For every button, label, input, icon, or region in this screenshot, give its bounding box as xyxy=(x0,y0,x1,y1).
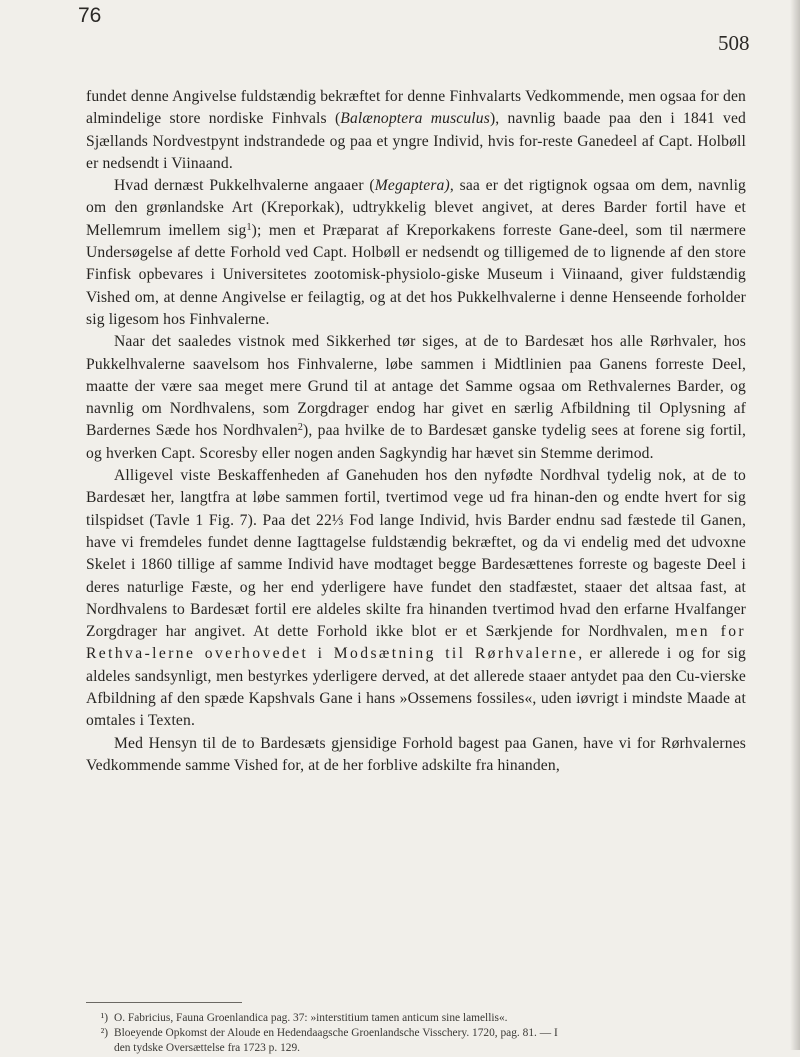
footnote-ref-2[interactable]: 2 xyxy=(297,422,304,434)
p4-spaced-emphasis: men for Rethva-lerne overhovedet i Modsætning til Rørhvalerne xyxy=(86,623,746,663)
p5-text-a: Med Hensyn til de to Bardesæts gjensidige Forhold bagest paa Ganen, have vi for Rørhvalernes Vedkommende samme Vished for, at de her forblive adskilte fra hinanden, xyxy=(86,734,746,774)
p2-text-a: Hvad dernæst Pukkelhvalerne angaaer ( xyxy=(114,177,375,195)
p2-text-c: , saa er det rigtignok ogsaa om dem, navnlig om den grønlandske Art (Kreporkak), udtrykkelig blevet angivet, at deres Barder fortil have et Mellemrum imellem sig xyxy=(86,177,747,239)
paragraph-1 xyxy=(86,86,746,175)
p4-text-a: Alligevel viste Beskaffenheden af Ganehuden hos den nyfødte Nordhval tydelig nok, at de to Bardesæt her, langtfra at løbe sammen fortil, tvertimod vege ud fra hinan-den og endte hvert for sig tilspidset (Tavle 1 Fig. 7). Paa det 22⅓ Fod lange Individ, hvis Barder endnu sad fæstede til Ganen, have vi fremdeles fundet denne Iagttagelse fuldstændig bekræftet, og da vi endelig med det udvoxne Skelet i 1860 tillige af samme Individ have modtaget begge Bardesættenes forreste og bageste Deel i deres naturlige Fæste, og her end yderligere have fundet den stadfæstet, staaer det altsaa fast, at Nordhvalens to Bardesæt fortil ere aldeles skilte fra hinanden tvertimod hvad den erfarne Hvalfanger Zorgdrager har angivet. At dette Forhold ikke blot er et Særkjende for Nordhvalen, xyxy=(86,467,746,641)
footnote-1-mark: ¹) xyxy=(100,1012,108,1024)
paragraph-5 xyxy=(86,733,746,778)
p2-genus-name: Megaptera) xyxy=(374,177,450,195)
page-number: 508 xyxy=(718,31,750,55)
p4-text-c: , er allerede i og for sig aldeles sandsynligt, men bestyrkes yderligere derved, at det allerede staaer antydet paa den Cu-vierske Afbildning af den spæde Kapshvals Gane i hans »Ossemens fossiles«, uden iøvrigt i mindste Maade at omtales i Texten. xyxy=(86,645,746,730)
body-text xyxy=(86,86,746,777)
footnote-1 xyxy=(86,1011,746,1026)
paragraph-4 xyxy=(86,465,746,733)
p3-text-b: ), paa hvilke de to Bardesæt ganske tydelig sees at forene sig fortil, og hverken Capt. Scoresby eller nogen anden Sagkyndig har hævet sin Stemme derimod. xyxy=(86,422,746,462)
footnote-2 xyxy=(86,1026,746,1041)
footnote-2-mark: ²) xyxy=(100,1027,108,1040)
p1-species-name: Balænoptera musculus xyxy=(340,110,490,128)
footnote-ref-1[interactable]: 1 xyxy=(246,221,252,233)
footnote-2-text: Bloeyende Opkomst der Aloude en Hedendaagsche Groenlandsche Visschery. 1720, pag. 81. — I xyxy=(114,1027,558,1040)
footnote-1-text: O. Fabricius, Fauna Groenlandica pag. 37: »interstitium tamen anticum sine lamellis«. xyxy=(114,1012,508,1024)
paragraph-3 xyxy=(86,331,746,465)
p1-text-c: ), navnlig baade paa den i 1841 ved Sjællands Nordvestpynt indstrandede og paa et yngre Individ, hvis for-reste Ganedeel af Capt. Holbøll er nedsendt i Viinaand. xyxy=(86,110,746,172)
stamp-number: 76 xyxy=(78,4,102,27)
footnote-divider xyxy=(86,1002,242,1003)
page-edge-shadow xyxy=(790,0,800,1050)
p1-text-a: fundet denne Angivelse fuldstændig bekræftet for denne Finhvalarts Vedkommende, men ogsaa for den almindelige store nordiske Finhvals ( xyxy=(86,88,746,128)
p3-text-a: Naar det saaledes vistnok med Sikkerhed tør siges, at de to Bardesæt hos alle Rørhvaler, hos Pukkelhvalerne saavelsom hos Finhvalerne, løbe sammen i Midtlinien paa Ganens forreste Deel, maatte der være saa meget mere Grund til at antage det Samme ogsaa om Rethvalernes Barder, og navnlig om Nordhvalens, som Zorgdrager endog har givet en særlig Afbildning til Oplysning af Bardernes Sæde hos Nordhvalen xyxy=(86,333,746,440)
p2-text-d: ); men et Præparat af Kreporkakens forreste Gane-deel, som til nærmere Undersøgelse af dette Forhold ved Capt. Holbøll er nedsendt og tilligemed de to lignende af den store Finfisk opbevares i Universitetes zootomisk-physiolo-giske Museum i Viinaand, giver fuldstændig Vished om, at denne Angivelse er feilagtig, og at det hos Pukkelhvalerne i denne Henseende forholder sig ligesom hos Finhvalerne. xyxy=(86,221,746,328)
paragraph-2 xyxy=(86,175,746,331)
footnote-2-continuation: den tydske Oversættelse fra 1723 p. 129. xyxy=(114,1042,301,1055)
